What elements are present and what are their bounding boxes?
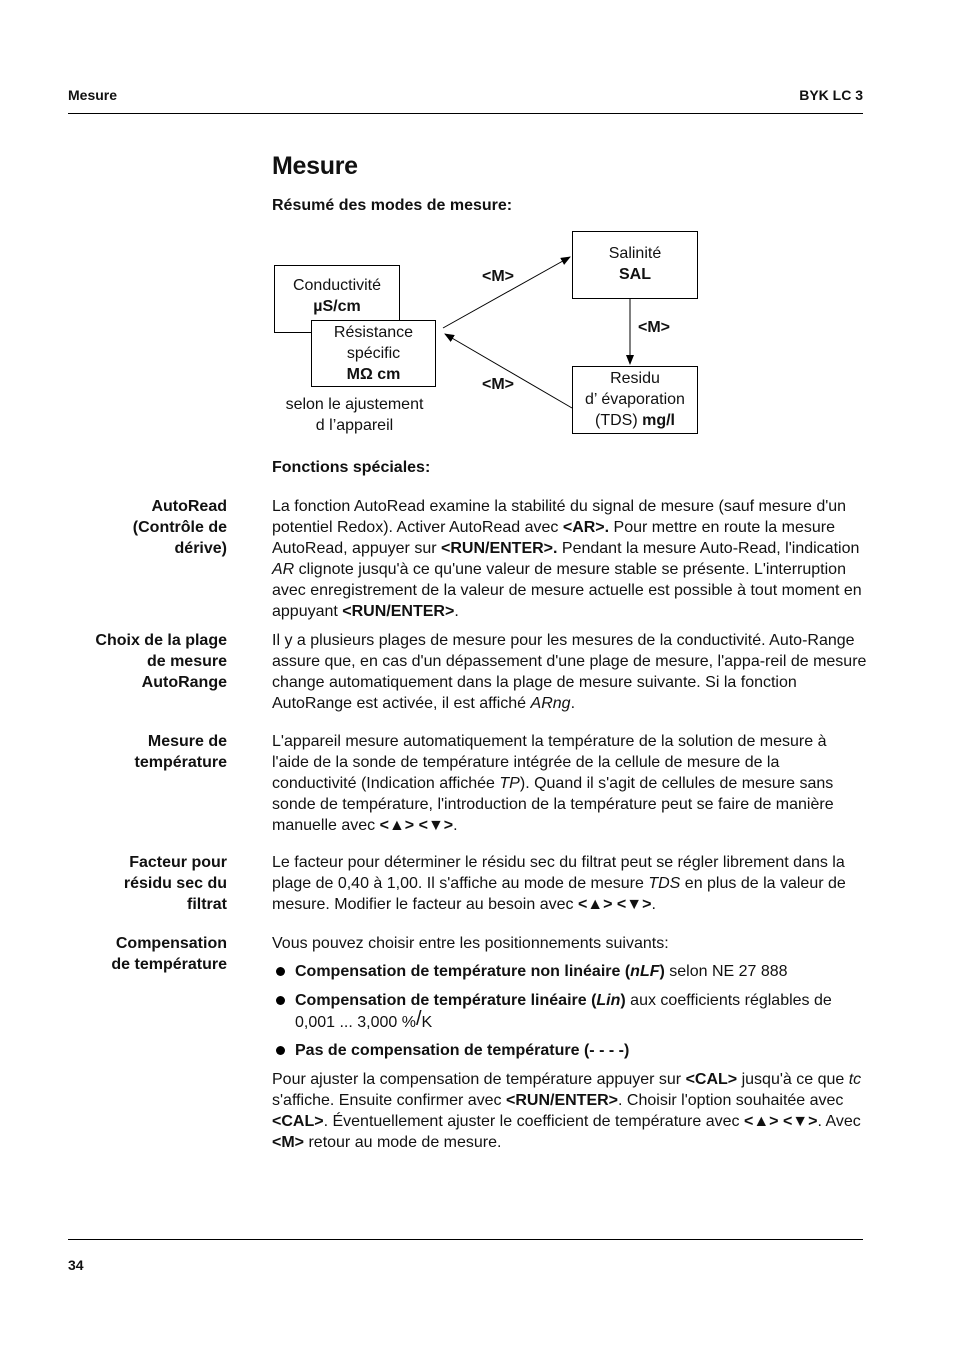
special-functions-heading: Fonctions spéciales:	[272, 459, 431, 476]
residue-box	[572, 366, 698, 434]
conductivity-label: Conductivité	[292, 277, 382, 294]
procedure-text: . Avec	[817, 1113, 861, 1130]
key-ar: <AR>.	[562, 519, 610, 536]
factor-side-label	[27, 852, 227, 915]
factor-label-2: résidu sec du	[123, 875, 227, 892]
caption-line-2: d l’appareil	[315, 417, 394, 434]
autoread-label-1: AutoRead	[151, 498, 227, 515]
bullet-none	[272, 1040, 867, 1061]
autoread-paragraph	[272, 496, 867, 622]
key-up-down: <▲> <▼>	[743, 1113, 818, 1130]
factor-paragraph	[272, 852, 867, 915]
temperature-text: ). Quand il s'agit de cellules de mesure sans sonde de température, l'introduction de la température peut se faire de manière manuelle avec	[272, 775, 834, 834]
temperature-text: L'appareil mesure automatiquement la température de la solution de mesure à l'aide de la sonde de température intégrée de la cellule de mesure de la conductivité (Indication affichée	[272, 733, 827, 792]
bullet-dot-icon	[276, 967, 285, 976]
salinity-unit: SAL	[619, 266, 651, 283]
autoread-text: .	[454, 603, 459, 620]
residue-unit: mg/l	[642, 412, 675, 429]
page-title: Mesure	[272, 152, 358, 180]
key-up-down: <▲> <▼>	[379, 817, 454, 834]
key-up-down: <▲> <▼>	[577, 896, 652, 913]
autoread-text: Pour mettre en route la mesure AutoRead, appuyer sur	[272, 519, 835, 557]
diagram-arrows	[0, 0, 954, 460]
nonlinear-close: )	[659, 963, 665, 980]
temperature-label-2: température	[134, 754, 227, 771]
linear-label: Compensation de température linéaire (	[295, 992, 597, 1009]
autoread-label-3: dérive)	[174, 540, 227, 557]
key-run-enter: <RUN/ENTER>.	[441, 540, 558, 557]
display-arng: ARng	[530, 695, 571, 712]
autorange-text: Il y a plusieurs plages de mesure pour les mesures de la conductivité. Auto-Range assure que, en cas d'un dépassement d'une plage de mesure, l'appa-reil de mesure change automatiquement dans la plage de mesure suivante. Si la fonction AutoRange est activée, il est affiché	[272, 632, 867, 712]
key-m: <M>	[272, 1134, 305, 1151]
key-run-enter: <RUN/ENTER>	[505, 1092, 619, 1109]
salinity-box	[572, 231, 698, 299]
procedure-text: Pour ajuster la compensation de température appuyer sur	[272, 1071, 686, 1088]
autoread-side-label	[27, 496, 227, 559]
temperature-text: .	[453, 817, 458, 834]
factor-label-1: Facteur pour	[129, 854, 227, 871]
autoread-text: La fonction AutoRead examine la stabilité du signal de mesure (sauf mesure d'un potentiel Redox). Activer AutoRead avec	[272, 498, 847, 536]
compensation-label-1: Compensation	[115, 935, 227, 952]
display-tds: TDS	[648, 875, 681, 892]
autoread-text: Pendant la mesure Auto-Read, l'indication	[557, 540, 860, 557]
autoread-label-2: (Contrôle de	[132, 519, 227, 536]
procedure-text: retour au mode de mesure.	[304, 1134, 502, 1151]
footer-rule	[68, 1239, 863, 1240]
procedure-text: . Choisir l'option souhaitée avec	[618, 1092, 844, 1109]
nonlinear-rest: selon NE 27 888	[664, 963, 788, 980]
display-lin: Lin	[596, 992, 621, 1009]
key-m-side: <M>	[638, 319, 671, 336]
key-run-enter: <RUN/ENTER>	[342, 603, 455, 620]
autoread-text: clignote jusqu'à ce qu'une valeur de mesure stable se présente. L'interruption avec enregistrement de la valeur de mesure actuelle est possible à tout moment en appuyant	[272, 561, 862, 620]
temperature-paragraph	[272, 731, 867, 836]
compensation-procedure	[272, 1069, 867, 1153]
no-compensation-label: Pas de compensation de température (- - - -)	[295, 1042, 630, 1059]
nonlinear-label: Compensation de température non linéaire (	[295, 963, 631, 980]
resistance-label: Résistance	[333, 324, 414, 341]
linear-rest: aux coefficients réglables de 0,001 ... 3,000 %	[295, 992, 832, 1031]
bullet-dot-icon	[276, 1046, 285, 1055]
linear-unit: K	[421, 1014, 433, 1031]
bullet-linear	[272, 990, 867, 1033]
autorange-text: .	[570, 695, 576, 712]
residue-label: Residu	[610, 370, 660, 387]
adjustment-caption	[262, 394, 447, 436]
factor-label-3: filtrat	[187, 896, 227, 913]
arrow-residue-to-conductivity	[445, 334, 572, 408]
resistance-label-2: spécific	[346, 345, 401, 362]
procedure-text: s'affiche. Ensuite confirmer avec	[272, 1092, 506, 1109]
factor-text: Le facteur pour déterminer le résidu sec du filtrat peut se régler librement dans la plage de 0,40 à 1,00. Il s'affiche au mode de mesure	[272, 854, 845, 892]
display-ar: AR	[272, 561, 295, 578]
residue-tds-label: (TDS)	[595, 412, 643, 429]
header-section-title: Mesure	[68, 87, 118, 103]
salinity-label: Salinité	[608, 245, 662, 262]
key-cal: <CAL>	[685, 1071, 738, 1088]
compensation-intro: Vous pouvez choisir entre les positionnements suivants:	[272, 935, 669, 952]
summary-heading: Résumé des modes de mesure:	[272, 197, 513, 214]
resistance-unit: MΩ cm	[346, 366, 401, 383]
key-m-upper: <M>	[482, 268, 515, 285]
key-cal: <CAL>	[272, 1113, 324, 1130]
page-number: 34	[68, 1257, 84, 1273]
autorange-label-3: AutoRange	[141, 674, 227, 691]
compensation-side-label	[27, 933, 227, 975]
autorange-side-label	[27, 630, 227, 693]
display-nlf: nLF	[630, 963, 660, 980]
compensation-label-2: de température	[111, 956, 227, 973]
bullet-nonlinear	[272, 961, 867, 982]
linear-close: )	[620, 992, 626, 1009]
conductivity-unit: µS/cm	[313, 298, 361, 315]
factor-text: en plus de la valeur de mesure. Modifier le facteur au besoin avec	[272, 875, 846, 913]
display-tc: tc	[848, 1071, 862, 1088]
autorange-paragraph	[272, 630, 867, 714]
temperature-side-label	[27, 731, 227, 773]
autorange-label-2: de mesure	[146, 653, 227, 670]
factor-text: .	[651, 896, 656, 913]
procedure-text: jusqu'à ce que	[737, 1071, 849, 1088]
autorange-label-1: Choix de la plage	[95, 632, 227, 649]
residue-label-2: d’ évaporation	[585, 391, 685, 408]
procedure-text: . Éventuellement ajuster le coefficient de température avec	[323, 1113, 744, 1130]
display-tp: TP	[499, 775, 520, 792]
key-m-lower: <M>	[482, 376, 515, 393]
fraction-slash: /	[415, 1008, 422, 1030]
temperature-label-1: Mesure de	[147, 733, 227, 750]
bullet-dot-icon	[276, 996, 285, 1005]
header-product-name: BYK LC 3	[799, 87, 863, 103]
caption-line-1: selon le ajustement	[285, 396, 424, 413]
resistance-box	[311, 320, 436, 387]
